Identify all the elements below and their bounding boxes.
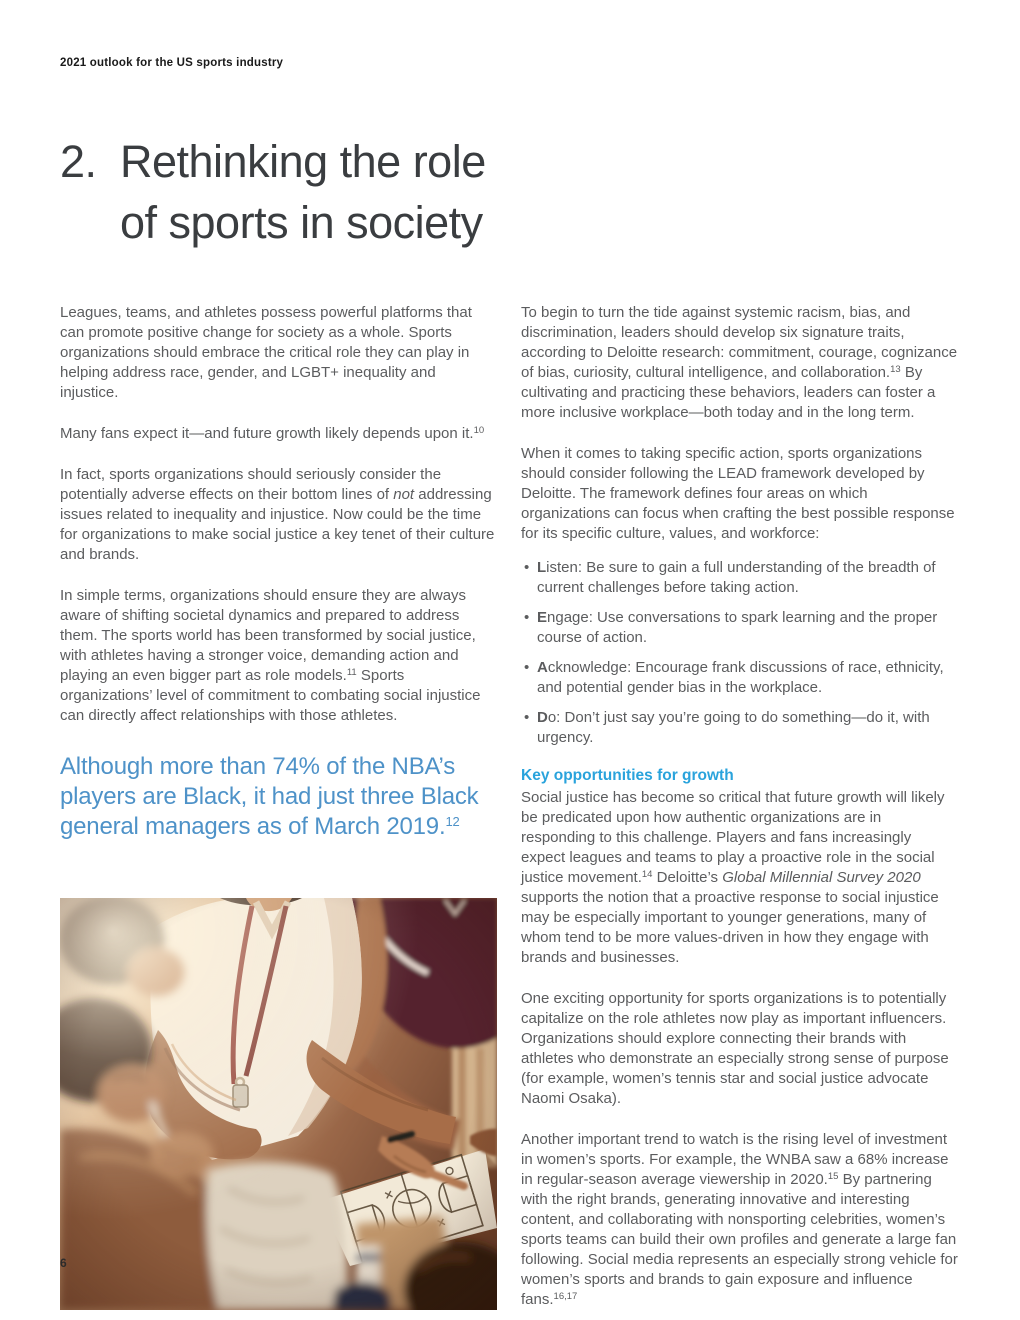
list-item <box>524 558 958 598</box>
list-item-text: cknowledge: Encourage frank discussions of race, ethnicity, and potential gender bias in the workplace. <box>537 659 944 696</box>
body-paragraph <box>521 989 958 1109</box>
report-header: 2021 outlook for the US sports industry <box>60 57 284 69</box>
paragraph-text: supports the notion that a proactive response to social injustice may be especially important to younger generations, many of whom tend to be more values-driven in how they engage with brands and businesses. <box>521 889 939 966</box>
paragraph-text: addressing issues related to inequality and injustice. Now could be the time for organizations to make social justice a key tenet of their culture and brands. <box>60 486 495 563</box>
paragraph-text: By cultivating and practicing these behaviors, leaders can foster a more inclusive workplace—both today and in the long term. <box>521 364 936 421</box>
paragraph-text: Deloitte’s <box>652 869 723 886</box>
body-paragraph <box>521 444 958 544</box>
chapter-number: 2. <box>60 136 97 187</box>
paragraph-text: When it comes to taking specific action, sports organizations should consider following the LEAD framework developed by Deloitte. The framework defines four areas on which organizations can focus when crafting the best possible response for its specific culture, values, and workforce: <box>521 445 955 542</box>
body-paragraph <box>521 1130 958 1310</box>
footnote-ref: 15 <box>827 1171 839 1182</box>
chapter-title-lines <box>120 131 486 253</box>
right-column <box>521 303 958 1320</box>
list-item-text: isten: Be sure to gain a full understanding of the breadth of current challenges before taking action. <box>537 559 936 596</box>
pull-quote <box>60 752 497 842</box>
body-paragraph <box>60 424 497 444</box>
italic-text: Global Millennial Survey 2020 <box>722 869 921 886</box>
lead-letter: D <box>537 709 548 726</box>
chapter-title <box>60 131 486 253</box>
list-item <box>524 658 958 698</box>
italic-text: not <box>393 486 415 503</box>
lead-letter: L <box>537 559 547 576</box>
photo-illustration <box>60 898 497 1310</box>
body-paragraph <box>521 303 958 423</box>
paragraph-text: Social justice has become so critical that future growth will likely be predicated upon how authentic organizations are in responding to this challenge. Players and fans increasingly expect leagues and teams to play a proactive role in the social justice movement. <box>521 789 945 886</box>
list-item-text: o: Don’t just say you’re going to do something—do it, with urgency. <box>537 709 930 746</box>
chapter-title-line2: of sports in society <box>120 197 483 248</box>
lead-framework-list <box>521 558 958 748</box>
chapter-title-line1: Rethinking the role <box>120 136 486 187</box>
paragraph-text: Another important trend to watch is the rising level of investment in women’s sports. For example, the WNBA saw a 68% increase in regular-season average viewership in 2020. <box>521 1131 949 1188</box>
body-paragraph <box>60 465 497 565</box>
footnote-ref: 16,17 <box>553 1291 578 1302</box>
paragraph-text: To begin to turn the tide against systemic racism, bias, and discrimination, leaders should develop six signature traits, according to Deloitte research: commitment, courage, cognizance of bias, curiosity, cultural intelligence, and collaboration. <box>521 304 958 381</box>
body-paragraph <box>60 586 497 726</box>
footnote-ref: 11 <box>346 667 357 678</box>
list-item-text: ngage: Use conversations to spark learning and the proper course of action. <box>537 609 938 646</box>
photo-basketball-huddle <box>60 898 497 1310</box>
footnote-ref: 14 <box>641 869 653 880</box>
lead-letter: E <box>537 609 548 626</box>
paragraph-text: Many fans expect it—and future growth likely depends upon it. <box>60 425 474 442</box>
section-heading: Key opportunities for growth <box>521 767 734 784</box>
footnote-ref: 10 <box>473 425 485 436</box>
paragraph-text: In simple terms, organizations should ensure they are always aware of shifting societal dynamics and prepared to address them. The sports world has been transformed by social justice, with athletes having a stronger voice, demanding action and playing an even bigger part as role models. <box>60 587 476 684</box>
lead-letter: A <box>537 659 548 676</box>
body-paragraph <box>60 303 497 403</box>
left-column <box>60 303 497 1320</box>
list-item <box>524 708 958 748</box>
footnote-ref: 13 <box>890 364 901 375</box>
paragraph-text: One exciting opportunity for sports organizations is to potentially capitalize on the role athletes now play as important influencers. Organizations should explore connecting their brands with athletes who demonstrate an especially strong sense of purpose (for example, women’s tennis star and social justice advocate Naomi Osaka). <box>521 990 949 1107</box>
paragraph-text: Leagues, teams, and athletes possess powerful platforms that can promote positive change for society as a whole. Sports organizations should embrace the critical role they can play in helping address race, gender, and LGBT+ inequality and injustice. <box>60 304 472 401</box>
body-paragraph <box>521 788 958 968</box>
list-item <box>524 608 958 648</box>
pull-quote-text: Although more than 74% of the NBA’s players are Black, it had just three Black general managers as of March 2019. <box>60 753 479 840</box>
paragraph-text: In fact, sports organizations should seriously consider the potentially adverse effects on their bottom lines of <box>60 466 442 503</box>
page-number: 6 <box>60 1256 67 1270</box>
footnote-ref: 12 <box>445 814 460 829</box>
two-column-body <box>60 303 958 1320</box>
paragraph-text: Sports organizations’ level of commitment to combating social injustice can directly affect relationships with those athletes. <box>60 667 481 724</box>
paragraph-text: By partnering with the right brands, generating innovative and interesting content, and collaborating with nonsporting celebrities, women’s sports teams can build their own profiles and generate a large fan following. Social media represents an especially strong vehicle for women’s sports and brands to gain exposure and influence fans. <box>521 1171 958 1308</box>
